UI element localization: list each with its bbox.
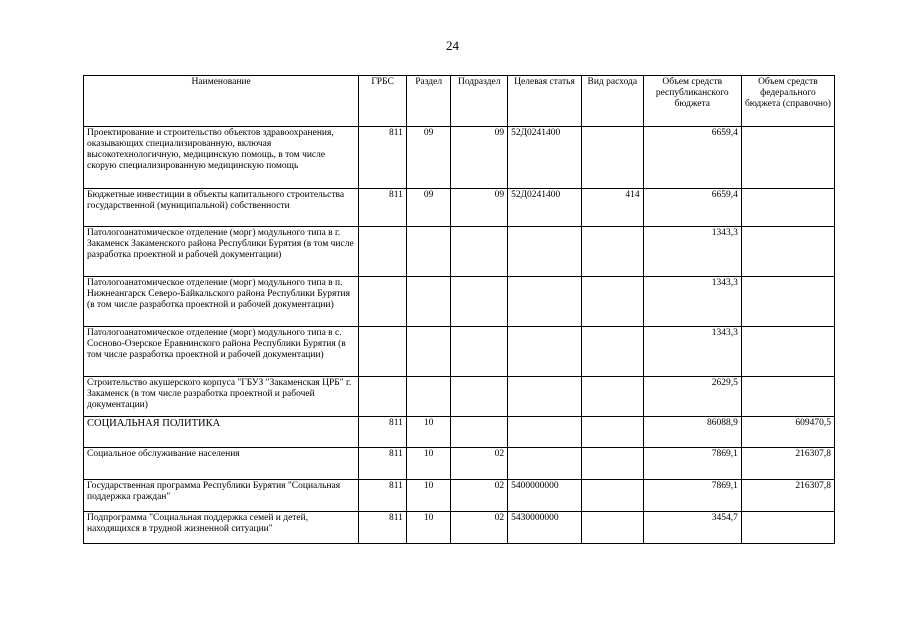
header-name: Наименование xyxy=(84,76,359,127)
row-target xyxy=(508,448,582,480)
row-name: СОЦИАЛЬНАЯ ПОЛИТИКА xyxy=(84,417,359,448)
row-name: Патологоанатомическое отделение (морг) модульного типа в п. Нижнеангарск Северо-Байкальского района Республики Бурятия (в том числе разработка проектной и рабочей документации) xyxy=(84,277,359,327)
table-row xyxy=(84,189,835,227)
header-vid: Вид расхода xyxy=(581,76,643,127)
row-vid xyxy=(581,277,643,327)
row-razdel xyxy=(406,327,451,377)
row-grbs: 811 xyxy=(359,127,407,189)
row-grbs xyxy=(359,327,407,377)
row-republic: 3454,7 xyxy=(643,512,741,544)
row-vid xyxy=(581,227,643,277)
row-target xyxy=(508,327,582,377)
table-row xyxy=(84,127,835,189)
row-target: 5430000000 xyxy=(508,512,582,544)
row-podrazdel xyxy=(451,277,508,327)
row-name: Строительство акушерского корпуса "ГБУЗ "Закаменская ЦРБ" г. Закаменск (в том числе разработка проектной и рабочей документации) xyxy=(84,377,359,417)
table-row xyxy=(84,480,835,512)
table-row xyxy=(84,448,835,480)
row-republic: 86088,9 xyxy=(643,417,741,448)
row-name: Проектирование и строительство объектов здравоохранения, оказывающих специализированную, включая высокотехнологичную, медицинскую помощь, в том числе скорую специализированную медицинскую помощь xyxy=(84,127,359,189)
row-vid xyxy=(581,448,643,480)
row-podrazdel: 02 xyxy=(451,448,508,480)
header-grbs: ГРБС xyxy=(359,76,407,127)
header-federal: Объем средств федерального бюджета (справочно) xyxy=(741,76,834,127)
row-federal xyxy=(741,227,834,277)
row-podrazdel: 09 xyxy=(451,127,508,189)
page-number: 24 xyxy=(446,38,459,53)
row-razdel: 09 xyxy=(406,189,451,227)
row-republic: 7869,1 xyxy=(643,480,741,512)
row-podrazdel xyxy=(451,227,508,277)
row-razdel xyxy=(406,227,451,277)
row-razdel: 09 xyxy=(406,127,451,189)
row-federal: 216307,8 xyxy=(741,448,834,480)
row-target: 5400000000 xyxy=(508,480,582,512)
row-razdel xyxy=(406,377,451,417)
row-grbs: 811 xyxy=(359,448,407,480)
row-republic: 6659,4 xyxy=(643,189,741,227)
table-row xyxy=(84,227,835,277)
row-target xyxy=(508,277,582,327)
row-grbs: 811 xyxy=(359,189,407,227)
table-header-row xyxy=(84,76,835,127)
row-republic: 6659,4 xyxy=(643,127,741,189)
row-podrazdel: 02 xyxy=(451,480,508,512)
row-grbs: 811 xyxy=(359,480,407,512)
row-podrazdel: 02 xyxy=(451,512,508,544)
row-target: 52Д0241400 xyxy=(508,189,582,227)
row-republic: 7869,1 xyxy=(643,448,741,480)
header-republic: Объем средств республиканского бюджета xyxy=(643,76,741,127)
row-republic: 1343,3 xyxy=(643,327,741,377)
row-name: Государственная программа Республики Бурятия "Социальная поддержка граждан" xyxy=(84,480,359,512)
row-vid xyxy=(581,327,643,377)
row-name: Подпрограмма "Социальная поддержка семей и детей, находящихся в трудной жизненной ситуации" xyxy=(84,512,359,544)
row-vid xyxy=(581,127,643,189)
row-republic: 1343,3 xyxy=(643,277,741,327)
row-razdel: 10 xyxy=(406,417,451,448)
row-target xyxy=(508,227,582,277)
row-grbs xyxy=(359,227,407,277)
row-grbs: 811 xyxy=(359,417,407,448)
row-republic: 2629,5 xyxy=(643,377,741,417)
row-razdel xyxy=(406,277,451,327)
row-podrazdel xyxy=(451,377,508,417)
row-federal xyxy=(741,189,834,227)
row-republic: 1343,3 xyxy=(643,227,741,277)
row-vid xyxy=(581,377,643,417)
row-podrazdel xyxy=(451,327,508,377)
row-federal xyxy=(741,127,834,189)
table-row xyxy=(84,417,835,448)
row-razdel: 10 xyxy=(406,512,451,544)
row-vid xyxy=(581,417,643,448)
row-federal xyxy=(741,277,834,327)
budget-table xyxy=(83,75,835,544)
row-vid xyxy=(581,512,643,544)
header-razdel: Раздел xyxy=(406,76,451,127)
table-row xyxy=(84,377,835,417)
table-row xyxy=(84,277,835,327)
header-target: Целевая статья xyxy=(508,76,582,127)
row-razdel: 10 xyxy=(406,480,451,512)
row-vid xyxy=(581,480,643,512)
table-row xyxy=(84,512,835,544)
header-podrazdel: Подраздел xyxy=(451,76,508,127)
row-grbs: 811 xyxy=(359,512,407,544)
row-target xyxy=(508,377,582,417)
row-name: Патологоанатомическое отделение (морг) модульного типа в г. Закаменск Закаменского района Республики Бурятия (в том числе разработка проектной и рабочей документации) xyxy=(84,227,359,277)
row-federal xyxy=(741,377,834,417)
row-name: Бюджетные инвестиции в объекты капитального строительства государственной (муниципальной) собственности xyxy=(84,189,359,227)
row-target: 52Д0241400 xyxy=(508,127,582,189)
table-row xyxy=(84,327,835,377)
row-podrazdel: 09 xyxy=(451,189,508,227)
row-name: Социальное обслуживание населения xyxy=(84,448,359,480)
row-target xyxy=(508,417,582,448)
row-federal xyxy=(741,327,834,377)
row-federal xyxy=(741,512,834,544)
row-grbs xyxy=(359,377,407,417)
row-vid: 414 xyxy=(581,189,643,227)
row-grbs xyxy=(359,277,407,327)
row-federal: 216307,8 xyxy=(741,480,834,512)
row-federal: 609470,5 xyxy=(741,417,834,448)
row-razdel: 10 xyxy=(406,448,451,480)
row-name: Патологоанатомическое отделение (морг) модульного типа в с. Сосново-Озерское Еравнинского района Республики Бурятия (в том числе разработка проектной и рабочей документации) xyxy=(84,327,359,377)
row-podrazdel xyxy=(451,417,508,448)
